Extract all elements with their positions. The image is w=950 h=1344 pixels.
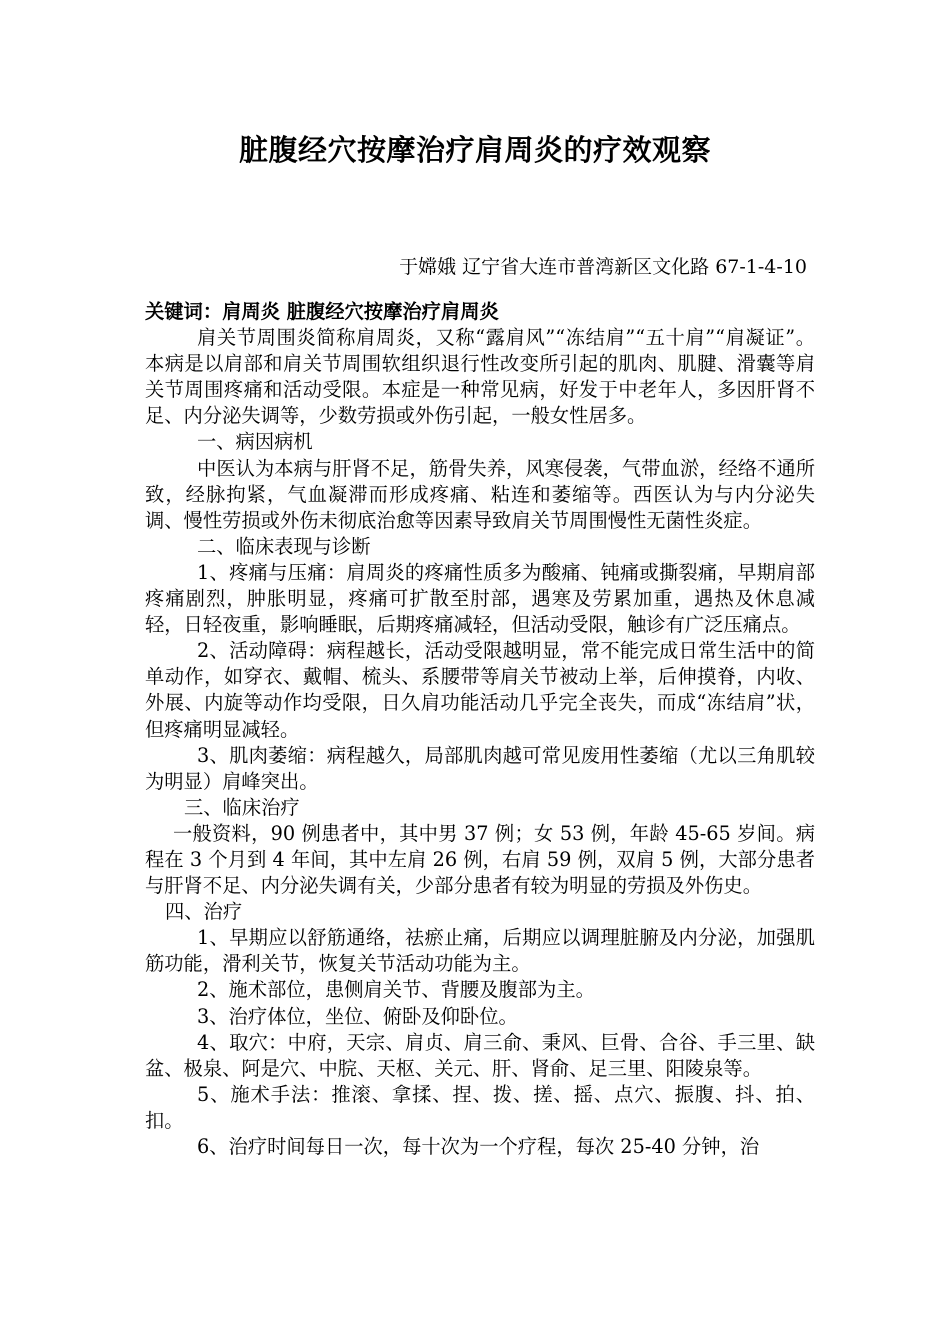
treatment-item-techniques: 5、施术手法：推滚、拿揉、捏、拨、搓、摇、点穴、振腹、抖、拍、扣。 <box>145 1082 815 1132</box>
section-heading-etiology: 一、病因病机 <box>197 430 313 454</box>
clinical-data-paragraph: 一般资料，90 例患者中，其中男 37 例；女 53 例，年龄 45-65 岁间。病程在 3 个月到 4 年间，其中左肩 26 例，右肩 59 例，双肩 5 例，大部分患者与肝肾不足、内分泌失调有关，少部分患者有较为明显的劳损及外伤史。 <box>145 821 815 898</box>
document-body <box>145 299 815 1160</box>
section-heading-clinical: 三、临床治疗 <box>184 795 300 819</box>
diagnosis-item-mobility: 2、活动障碍：病程越长，活动受限越明显，常不能完成日常生活中的简单动作，如穿衣、戴帽、梳头、系腰带等肩关节被动上举，后伸摸脊，内收、外展、内旋等动作均受限，日久肩功能活动几乎完全丧失，而成“冻结肩”状，但疼痛明显减轻。 <box>145 639 815 741</box>
document-title: 脏腹经穴按摩治疗肩周炎的疗效观察 <box>238 133 711 167</box>
keywords-line: 关键词：肩周炎 脏腹经穴按摩治疗肩周炎 <box>145 300 499 323</box>
section-heading-treatment: 四、治疗 <box>165 900 243 924</box>
author-line: 于嫦娥 辽宁省大连市普湾新区文化路 67-1-4-10 <box>399 256 807 278</box>
etiology-paragraph: 中医认为本病与肝肾不足，筋骨失养，风寒侵袭，气带血淤，经络不通所致，经脉拘紧，气血凝滞而形成疼痛、粘连和萎缩等。西医认为与内分泌失调、慢性劳损或外伤未彻底治愈等因素导致肩关节周围慢性无菌性炎症。 <box>145 456 815 532</box>
treatment-item-acupoints: 4、取穴：中府，天宗、肩贞、肩三俞、秉风、巨骨、合谷、手三里、缺盆、极泉、阿是穴、中脘、天枢、关元、肝、肾俞、足三里、阳陵泉等。 <box>145 1030 815 1080</box>
treatment-item-site: 2、施术部位，患侧肩关节、背腰及腹部为主。 <box>197 978 595 1002</box>
intro-paragraph: 肩关节周围炎简称肩周炎，又称“露肩风”“冻结肩”“五十肩”“肩凝证”。本病是以肩部和肩关节周围软组织退行性改变所引起的肌肉、肌腱、滑囊等肩关节周围疼痛和活动受限。本症是一种常见病，好发于中老年人，多因肝肾不足、内分泌失调等，少数劳损或外伤引起，一般女性居多。 <box>145 326 815 428</box>
treatment-item-position: 3、治疗体位，坐位、俯卧及仰卧位。 <box>197 1004 518 1028</box>
diagnosis-item-pain: 1、疼痛与压痛：肩周炎的疼痛性质多为酸痛、钝痛或撕裂痛，早期肩部疼痛剧烈，肿胀明显，疼痛可扩散至肘部，遇寒及劳累加重，遇热及休息减轻，日轻夜重，影响睡眠，后期疼痛减轻，但活动受限，触诊有广泛压痛点。 <box>145 560 815 637</box>
section-heading-diagnosis: 二、临床表现与诊断 <box>197 534 371 558</box>
diagnosis-item-atrophy: 3、肌肉萎缩：病程越久，局部肌肉越可常见废用性萎缩（尤以三角肌较为明显）肩峰突出。 <box>145 743 815 793</box>
treatment-item-schedule: 6、治疗时间每日一次，每十次为一个疗程，每次 25-40 分钟，治 <box>197 1135 760 1158</box>
treatment-item-principle: 1、早期应以舒筋通络，祛瘀止痛，后期应以调理脏腑及内分泌，加强肌筋功能，滑利关节，恢复关节活动功能为主。 <box>145 926 815 976</box>
